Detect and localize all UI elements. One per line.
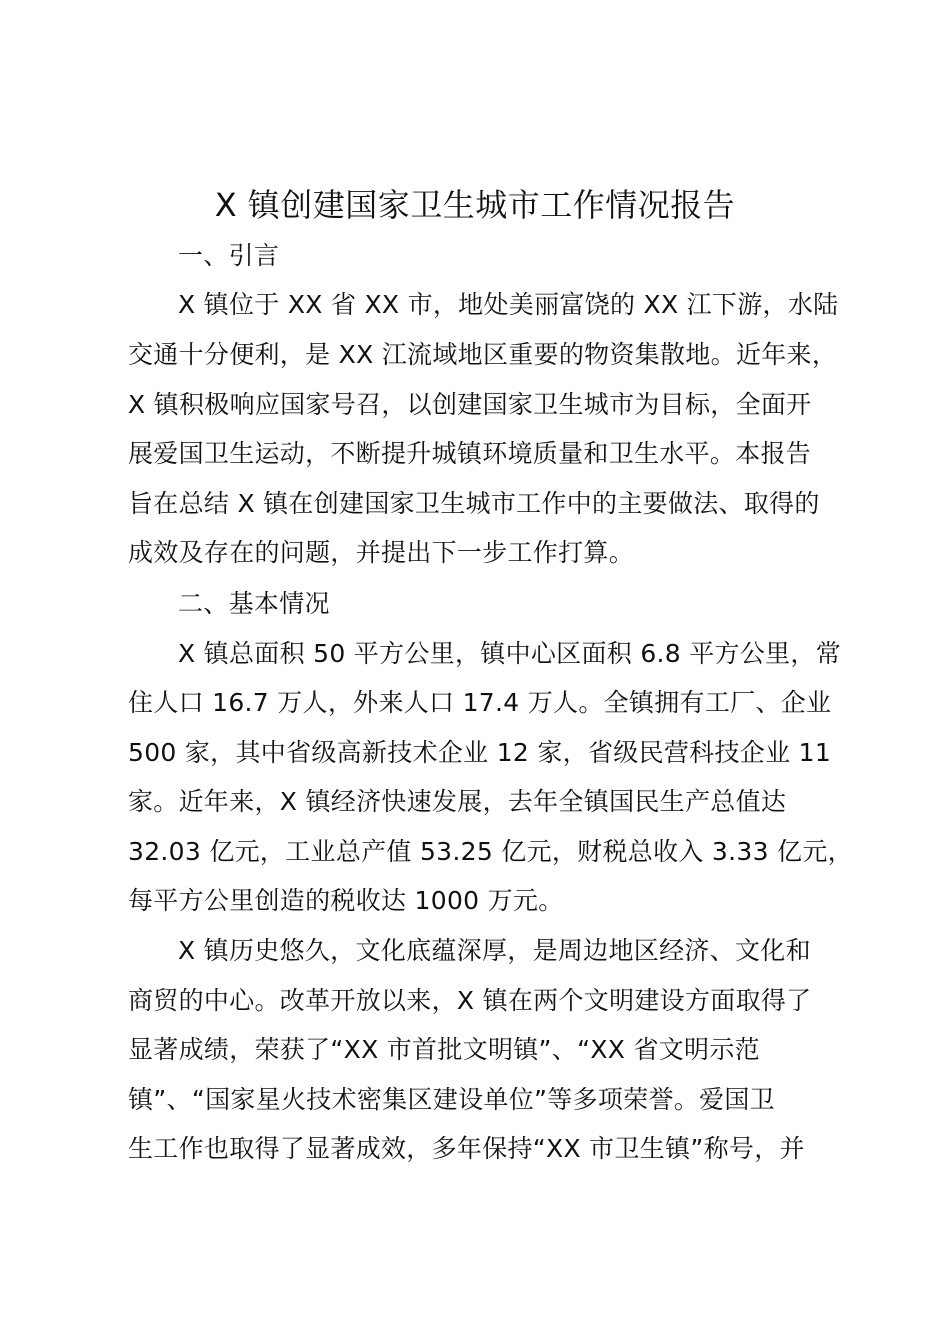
paragraph-line: 500 家，其中省级高新技术企业 12 家，省级民营科技企业 11	[128, 738, 832, 767]
paragraph-line: 生工作也取得了显著成效，多年保持“XX 市卫生镇”称号，并	[128, 1134, 805, 1163]
paragraph-line: 家。近年来，X 镇经济快速发展，去年全镇国民生产总值达	[128, 787, 787, 816]
paragraph-line: 镇”、“国家星火技术密集区建设单位”等多项荣誉。爱国卫	[128, 1085, 775, 1114]
paragraph-line: 商贸的中心。改革开放以来，X 镇在两个文明建设方面取得了	[128, 986, 812, 1015]
paragraph-line: X 镇总面积 50 平方公里，镇中心区面积 6.8 平方公里，常	[178, 639, 842, 668]
section-heading-introduction: 一、引言	[178, 241, 280, 270]
paragraph-line: 展爱国卫生运动，不断提升城镇环境质量和卫生水平。本报告	[128, 439, 812, 468]
paragraph-line: 显著成绩，荣获了“XX 市首批文明镇”、“XX 省文明示范	[128, 1035, 760, 1064]
paragraph-line: 成效及存在的问题，并提出下一步工作打算。	[128, 538, 635, 567]
document-title: X 镇创建国家卫生城市工作情况报告	[214, 186, 736, 224]
paragraph-line: X 镇积极响应国家号召，以创建国家卫生城市为目标，全面开	[128, 390, 812, 419]
paragraph-line: 32.03 亿元，工业总产值 53.25 亿元，财税总收入 3.33 亿元，	[128, 837, 853, 866]
paragraph-line: X 镇历史悠久，文化底蕴深厚，是周边地区经济、文化和	[178, 936, 811, 965]
paragraph-line: 交通十分便利，是 XX 江流域地区重要的物资集散地。近年来，	[128, 340, 838, 369]
paragraph-line: 旨在总结 X 镇在创建国家卫生城市工作中的主要做法、取得的	[128, 489, 820, 518]
paragraph-line: X 镇位于 XX 省 XX 市，地处美丽富饶的 XX 江下游，水陆	[178, 290, 839, 319]
paragraph-line: 住人口 16.7 万人，外来人口 17.4 万人。全镇拥有工厂、企业	[128, 688, 832, 717]
paragraph-line: 每平方公里创造的税收达 1000 万元。	[128, 886, 564, 915]
section-heading-basic-situation: 二、基本情况	[178, 589, 330, 618]
